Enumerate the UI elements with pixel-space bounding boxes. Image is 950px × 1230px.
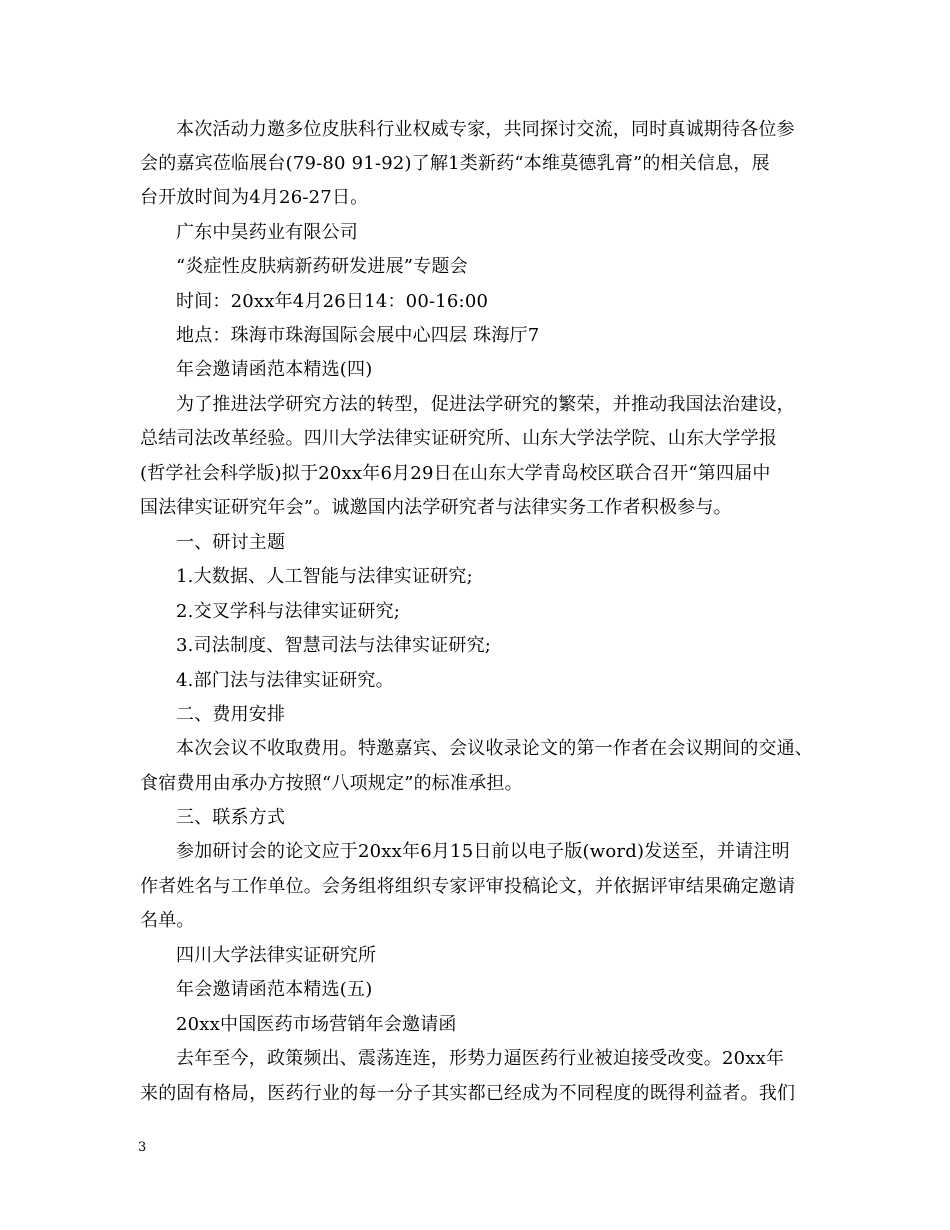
- paragraph-line: 台开放时间为4月26-27日。: [140, 187, 369, 208]
- list-item: 2.交叉学科与法律实证研究;: [176, 601, 401, 622]
- meeting-location: 地点：珠海市珠海国际会展中心四层 珠海厅7: [176, 325, 540, 346]
- paragraph-line: 总结司法改革经验。四川大学法律实证研究所、山东大学法学院、山东大学学报: [140, 428, 777, 449]
- paragraph-line: 本次会议不收取费用。特邀嘉宾、会议收录论文的第一作者在会议期间的交通、: [176, 738, 813, 759]
- list-item: 4.部门法与法律实证研究。: [176, 670, 394, 691]
- invitation-title: 20xx中国医药市场营销年会邀请函: [176, 1014, 457, 1035]
- paragraph-line: 作者姓名与工作单位。会务组将组织专家评审投稿论文，并依据评审结果确定邀请: [140, 876, 796, 897]
- organization-name: 四川大学法律实证研究所: [176, 945, 377, 966]
- paragraph-line: 国法律实证研究年会”。诚邀国内法学研究者与法律实务工作者积极参与。: [140, 497, 732, 518]
- paragraph-line: 会的嘉宾莅临展台(79-80 91-92)了解1类新药“本维莫德乳膏”的相关信息，展: [140, 153, 770, 174]
- company-name: 广东中昊药业有限公司: [176, 222, 358, 243]
- subheading: 二、费用安排: [176, 704, 286, 725]
- page-number: 3: [138, 1140, 147, 1155]
- meeting-title: “炎症性皮肤病新药研发进展”专题会: [176, 256, 468, 277]
- paragraph-line: 来的固有格局，医药行业的每一分子其实都已经成为不同程度的既得利益者。我们: [140, 1083, 796, 1104]
- list-item: 3.司法制度、智慧司法与法律实证研究;: [176, 635, 492, 656]
- paragraph-line: 名单。: [140, 910, 195, 931]
- paragraph-line: 为了推进法学研究方法的转型，促进法学研究的繁荣，并推动我国法治建设，: [176, 394, 795, 415]
- meeting-time: 时间：20xx年4月26日14：00-16:00: [176, 291, 489, 312]
- section-heading: 年会邀请函范本精选(四): [176, 359, 373, 380]
- subheading: 三、联系方式: [176, 807, 286, 828]
- paragraph-line: 参加研讨会的论文应于20xx年6月15日前以电子版(word)发送至，并请注明: [176, 841, 790, 862]
- paragraph-line: (哲学社会科学版)拟于20xx年6月29日在山东大学青岛校区联合召开“第四届中: [140, 463, 771, 484]
- paragraph-line: 本次活动力邀多位皮肤科行业权威专家，共同探讨交流，同时真诚期待各位参: [176, 119, 795, 140]
- list-item: 1.大数据、人工智能与法律实证研究;: [176, 566, 473, 587]
- paragraph-line: 去年至今，政策频出、震荡连连，形势力逼医药行业被迫接受改变。20xx年: [176, 1048, 785, 1069]
- subheading: 一、研讨主题: [176, 532, 286, 553]
- section-heading: 年会邀请函范本精选(五): [176, 979, 373, 1000]
- paragraph-line: 食宿费用由承办方按照“八项规定”的标准承担。: [140, 773, 523, 794]
